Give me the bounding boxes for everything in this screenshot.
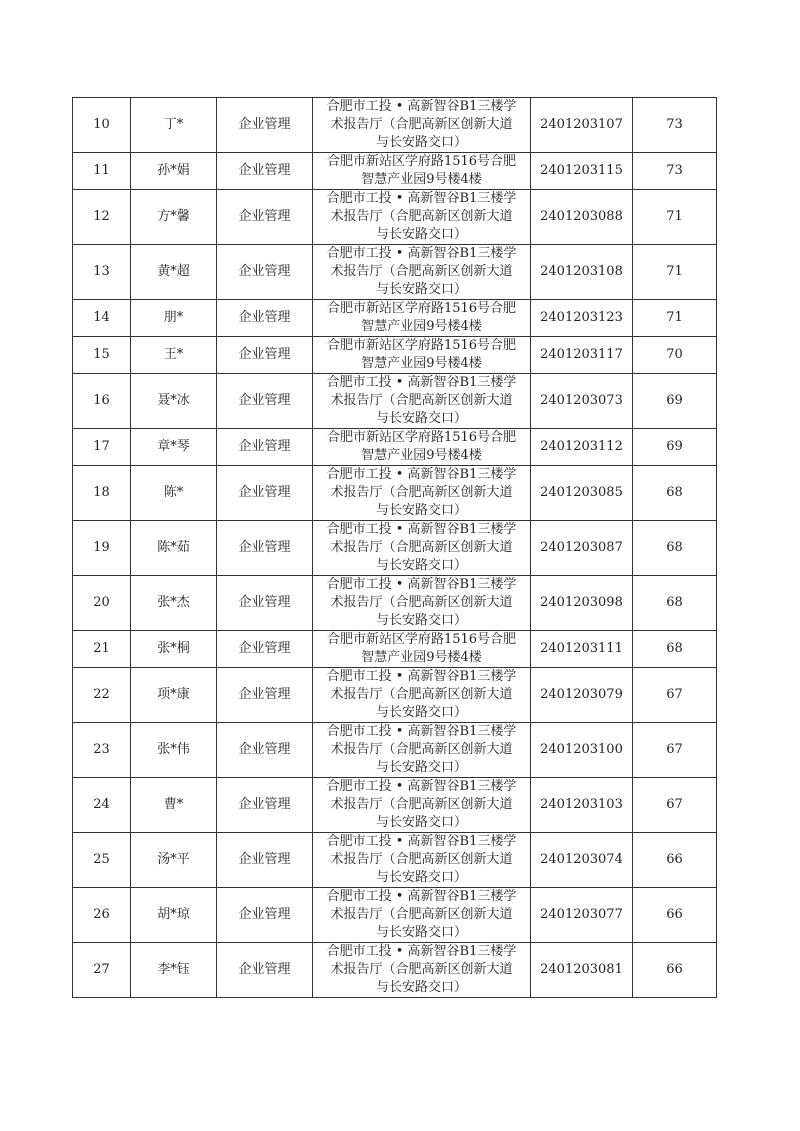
exam-site-cell (313, 300, 531, 337)
name-cell: 曹* (131, 778, 217, 833)
exam-site-line: 术报告厅（合肥高新区创新大道 (330, 797, 513, 812)
major-cell: 企业管理 (217, 521, 313, 576)
exam-site-line: 合肥市工投 • 高新智谷B1三楼学 (326, 944, 517, 959)
ticket-number-cell: 2401203111 (531, 631, 633, 668)
exam-site-line: 与长安路交口） (375, 925, 467, 940)
major-cell: 企业管理 (217, 245, 313, 300)
exam-site-line: 与长安路交口） (375, 227, 467, 242)
exam-site-cell (313, 631, 531, 668)
exam-site-cell (313, 153, 531, 190)
exam-site-line: 术报告厅（合肥高新区创新大道 (330, 393, 513, 408)
exam-site-cell (313, 576, 531, 631)
table-row (73, 943, 717, 998)
table-row (73, 153, 717, 190)
ticket-number-cell: 2401203103 (531, 778, 633, 833)
ticket-number-cell: 2401203081 (531, 943, 633, 998)
exam-site-line: 合肥市工投 • 高新智谷B1三楼学 (326, 246, 517, 261)
ticket-number-cell: 2401203117 (531, 337, 633, 374)
name-cell: 胡*琼 (131, 888, 217, 943)
table-row (73, 576, 717, 631)
ticket-number-cell: 2401203074 (531, 833, 633, 888)
exam-site-line: 合肥市工投 • 高新智谷B1三楼学 (326, 375, 517, 390)
row-number-cell: 16 (73, 374, 131, 429)
exam-site-line: 智慧产业园9号楼4楼 (361, 650, 482, 665)
table-row (73, 631, 717, 668)
major-cell: 企业管理 (217, 153, 313, 190)
major-cell: 企业管理 (217, 576, 313, 631)
exam-site-cell (313, 98, 531, 153)
exam-site-line: 合肥市工投 • 高新智谷B1三楼学 (326, 779, 517, 794)
name-cell: 陈*茹 (131, 521, 217, 576)
table-row (73, 723, 717, 778)
exam-site-line: 与长安路交口） (375, 980, 467, 995)
row-number-cell: 21 (73, 631, 131, 668)
table-row (73, 521, 717, 576)
row-number-cell: 22 (73, 668, 131, 723)
exam-site-line: 与长安路交口） (375, 411, 467, 426)
row-number-cell: 23 (73, 723, 131, 778)
exam-site-line: 术报告厅（合肥高新区创新大道 (330, 540, 513, 555)
ticket-number-cell: 2401203123 (531, 300, 633, 337)
major-cell: 企业管理 (217, 888, 313, 943)
exam-site-cell (313, 778, 531, 833)
score-cell: 71 (633, 190, 717, 245)
table-row (73, 190, 717, 245)
exam-site-line: 与长安路交口） (375, 815, 467, 830)
exam-site-line: 与长安路交口） (375, 558, 467, 573)
name-cell: 方*馨 (131, 190, 217, 245)
table-row (73, 888, 717, 943)
name-cell: 汤*平 (131, 833, 217, 888)
exam-site-cell (313, 668, 531, 723)
score-cell: 73 (633, 98, 717, 153)
exam-site-line: 术报告厅（合肥高新区创新大道 (330, 742, 513, 757)
row-number-cell: 20 (73, 576, 131, 631)
name-cell: 聂*冰 (131, 374, 217, 429)
ticket-number-cell: 2401203087 (531, 521, 633, 576)
exam-site-line: 智慧产业园9号楼4楼 (361, 172, 482, 187)
ticket-number-cell: 2401203108 (531, 245, 633, 300)
name-cell: 王* (131, 337, 217, 374)
exam-site-line: 术报告厅（合肥高新区创新大道 (330, 264, 513, 279)
name-cell: 章*琴 (131, 429, 217, 466)
table-row (73, 337, 717, 374)
major-cell: 企业管理 (217, 668, 313, 723)
exam-site-line: 术报告厅（合肥高新区创新大道 (330, 209, 513, 224)
exam-site-line: 与长安路交口） (375, 135, 467, 150)
table-row (73, 374, 717, 429)
exam-site-line: 术报告厅（合肥高新区创新大道 (330, 852, 513, 867)
exam-site-line: 合肥市工投 • 高新智谷B1三楼学 (326, 889, 517, 904)
ticket-number-cell: 2401203079 (531, 668, 633, 723)
row-number-cell: 27 (73, 943, 131, 998)
table-row (73, 466, 717, 521)
row-number-cell: 12 (73, 190, 131, 245)
exam-site-cell (313, 429, 531, 466)
ticket-number-cell: 2401203085 (531, 466, 633, 521)
exam-site-line: 智慧产业园9号楼4楼 (361, 448, 482, 463)
score-cell: 71 (633, 300, 717, 337)
major-cell: 企业管理 (217, 778, 313, 833)
row-number-cell: 24 (73, 778, 131, 833)
name-cell: 黄*超 (131, 245, 217, 300)
name-cell: 张*杰 (131, 576, 217, 631)
name-cell: 项*康 (131, 668, 217, 723)
exam-site-cell (313, 245, 531, 300)
row-number-cell: 10 (73, 98, 131, 153)
exam-site-line: 术报告厅（合肥高新区创新大道 (330, 907, 513, 922)
ticket-number-cell: 2401203088 (531, 190, 633, 245)
row-number-cell: 11 (73, 153, 131, 190)
major-cell: 企业管理 (217, 466, 313, 521)
table-row (73, 833, 717, 888)
table-row (73, 668, 717, 723)
exam-site-cell (313, 888, 531, 943)
row-number-cell: 25 (73, 833, 131, 888)
exam-site-cell (313, 374, 531, 429)
row-number-cell: 13 (73, 245, 131, 300)
exam-site-line: 与长安路交口） (375, 503, 467, 518)
ticket-number-cell: 2401203073 (531, 374, 633, 429)
results-table-body (73, 98, 717, 998)
score-cell: 68 (633, 576, 717, 631)
row-number-cell: 14 (73, 300, 131, 337)
exam-site-line: 与长安路交口） (375, 870, 467, 885)
name-cell: 张*伟 (131, 723, 217, 778)
score-cell: 69 (633, 429, 717, 466)
exam-site-cell (313, 337, 531, 374)
row-number-cell: 26 (73, 888, 131, 943)
exam-site-cell (313, 521, 531, 576)
exam-site-line: 合肥市工投 • 高新智谷B1三楼学 (326, 467, 517, 482)
table-row (73, 429, 717, 466)
major-cell: 企业管理 (217, 429, 313, 466)
exam-site-cell (313, 723, 531, 778)
score-cell: 71 (633, 245, 717, 300)
score-cell: 66 (633, 833, 717, 888)
exam-site-line: 合肥市新站区学府路1516号合肥 (326, 301, 517, 316)
exam-site-line: 合肥市工投 • 高新智谷B1三楼学 (326, 669, 517, 684)
name-cell: 丁* (131, 98, 217, 153)
exam-site-line: 合肥市新站区学府路1516号合肥 (326, 338, 517, 353)
score-cell: 66 (633, 943, 717, 998)
exam-site-line: 术报告厅（合肥高新区创新大道 (330, 962, 513, 977)
score-cell: 68 (633, 521, 717, 576)
table-row (73, 778, 717, 833)
major-cell: 企业管理 (217, 723, 313, 778)
exam-site-cell (313, 833, 531, 888)
exam-site-line: 术报告厅（合肥高新区创新大道 (330, 117, 513, 132)
name-cell: 朋* (131, 300, 217, 337)
score-cell: 66 (633, 888, 717, 943)
major-cell: 企业管理 (217, 374, 313, 429)
ticket-number-cell: 2401203112 (531, 429, 633, 466)
major-cell: 企业管理 (217, 300, 313, 337)
row-number-cell: 17 (73, 429, 131, 466)
score-cell: 68 (633, 631, 717, 668)
exam-site-line: 合肥市新站区学府路1516号合肥 (326, 632, 517, 647)
exam-site-line: 合肥市工投 • 高新智谷B1三楼学 (326, 191, 517, 206)
exam-site-line: 合肥市新站区学府路1516号合肥 (326, 430, 517, 445)
row-number-cell: 19 (73, 521, 131, 576)
row-number-cell: 18 (73, 466, 131, 521)
exam-site-line: 术报告厅（合肥高新区创新大道 (330, 485, 513, 500)
table-row (73, 300, 717, 337)
ticket-number-cell: 2401203115 (531, 153, 633, 190)
major-cell: 企业管理 (217, 943, 313, 998)
exam-site-line: 与长安路交口） (375, 282, 467, 297)
score-cell: 70 (633, 337, 717, 374)
ticket-number-cell: 2401203100 (531, 723, 633, 778)
exam-site-line: 合肥市工投 • 高新智谷B1三楼学 (326, 724, 517, 739)
table-row (73, 245, 717, 300)
score-cell: 67 (633, 778, 717, 833)
exam-site-line: 合肥市新站区学府路1516号合肥 (326, 154, 517, 169)
major-cell: 企业管理 (217, 190, 313, 245)
exam-site-cell (313, 190, 531, 245)
ticket-number-cell: 2401203077 (531, 888, 633, 943)
exam-site-line: 术报告厅（合肥高新区创新大道 (330, 595, 513, 610)
exam-site-line: 合肥市工投 • 高新智谷B1三楼学 (326, 577, 517, 592)
exam-site-line: 智慧产业园9号楼4楼 (361, 319, 482, 334)
name-cell: 孙*娟 (131, 153, 217, 190)
row-number-cell: 15 (73, 337, 131, 374)
name-cell: 张*桐 (131, 631, 217, 668)
score-cell: 68 (633, 466, 717, 521)
score-cell: 73 (633, 153, 717, 190)
exam-site-cell (313, 466, 531, 521)
exam-site-line: 与长安路交口） (375, 613, 467, 628)
exam-site-line: 合肥市工投 • 高新智谷B1三楼学 (326, 834, 517, 849)
name-cell: 李*钰 (131, 943, 217, 998)
major-cell: 企业管理 (217, 337, 313, 374)
score-cell: 67 (633, 668, 717, 723)
exam-site-line: 合肥市工投 • 高新智谷B1三楼学 (326, 522, 517, 537)
major-cell: 企业管理 (217, 631, 313, 668)
score-cell: 69 (633, 374, 717, 429)
major-cell: 企业管理 (217, 98, 313, 153)
score-cell: 67 (633, 723, 717, 778)
exam-site-line: 合肥市工投 • 高新智谷B1三楼学 (326, 99, 517, 114)
results-table (72, 97, 717, 998)
exam-site-cell (313, 943, 531, 998)
ticket-number-cell: 2401203107 (531, 98, 633, 153)
exam-site-line: 术报告厅（合肥高新区创新大道 (330, 687, 513, 702)
table-row (73, 98, 717, 153)
exam-site-line: 与长安路交口） (375, 760, 467, 775)
exam-site-line: 智慧产业园9号楼4楼 (361, 356, 482, 371)
major-cell: 企业管理 (217, 833, 313, 888)
ticket-number-cell: 2401203098 (531, 576, 633, 631)
exam-site-line: 与长安路交口） (375, 705, 467, 720)
name-cell: 陈* (131, 466, 217, 521)
